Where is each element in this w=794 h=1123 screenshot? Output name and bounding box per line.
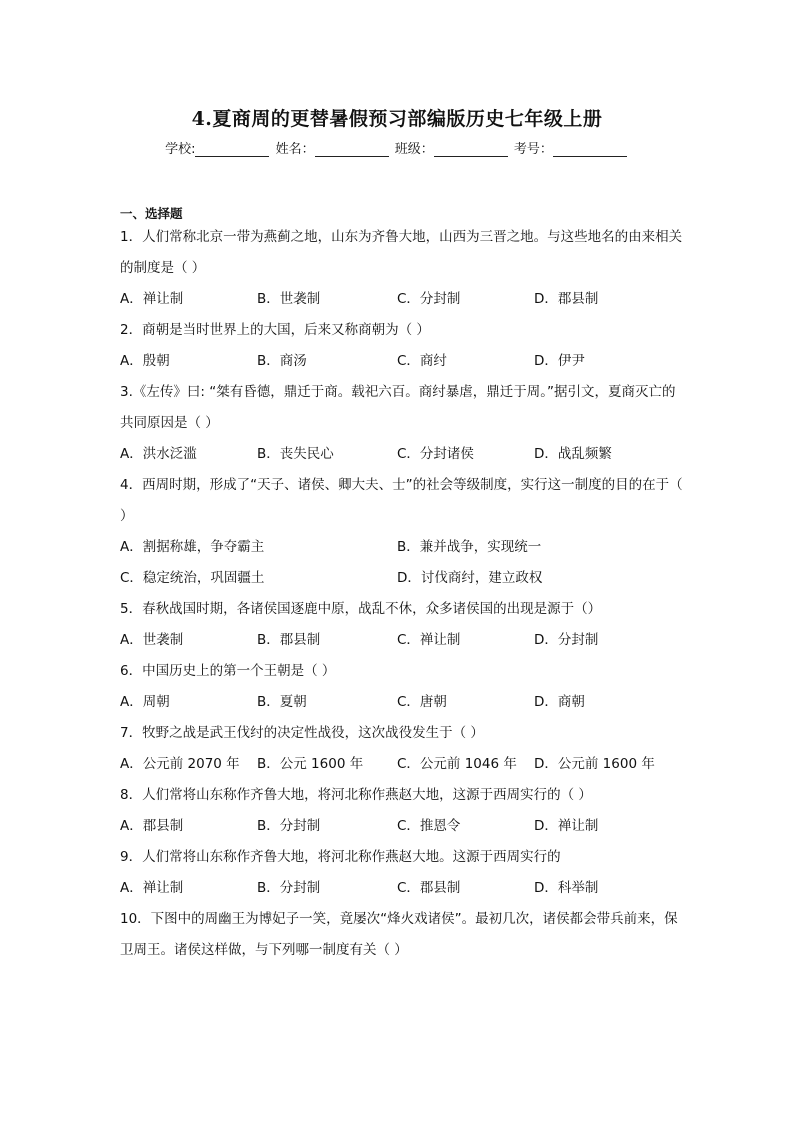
option-a[interactable]: A．公元前 2070 年 [120, 756, 240, 772]
question-6-options [120, 687, 685, 718]
question-1-options [120, 284, 685, 315]
option-c[interactable]: C．禅让制 [397, 632, 461, 648]
option-a[interactable]: A．禅让制 [120, 291, 184, 307]
question-5-options [120, 625, 685, 656]
section-heading: 一、选择题 [120, 206, 183, 221]
option-b[interactable]: B．夏朝 [257, 694, 307, 710]
option-a[interactable]: A．洪水泛滥 [120, 446, 197, 462]
option-b[interactable]: B．兼并战争，实现统一 [397, 539, 542, 555]
option-a[interactable]: A．周朝 [120, 694, 170, 710]
option-b[interactable]: B．公元 1600 年 [257, 756, 364, 772]
question-7: 7．牧野之战是武王伐纣的决定性战役，这次战役发生于（ ） [120, 725, 484, 741]
option-d[interactable]: D．商朝 [534, 694, 585, 710]
option-a[interactable]: A．禅让制 [120, 880, 184, 896]
option-c[interactable]: C．稳定统治，巩固疆土 [120, 570, 265, 586]
question-2-options [120, 346, 685, 377]
class-label: 班级： [394, 142, 434, 157]
option-a[interactable]: A．世袭制 [120, 632, 184, 648]
option-c[interactable]: C．唐朝 [397, 694, 447, 710]
option-d[interactable]: D．禅让制 [534, 818, 599, 834]
question-2: 2．商朝是当时世界上的大国，后来又称商朝为（ ） [120, 322, 430, 338]
option-b[interactable]: B．郡县制 [257, 632, 321, 648]
question-9-options [120, 873, 685, 904]
option-b[interactable]: B．丧失民心 [257, 446, 334, 462]
option-d[interactable]: D．战乱频繁 [534, 446, 612, 462]
student-info-line [0, 138, 794, 157]
option-a[interactable]: A．割据称雄，争夺霸主 [120, 539, 265, 555]
question-1: 1．人们常称北京一带为燕蓟之地，山东为齐鲁大地，山西为三晋之地。与这些地名的由来相关的制度是（ ） [120, 229, 683, 276]
page-title: 4.夏商周的更替暑假预习部编版历史七年级上册 [191, 108, 603, 130]
option-d[interactable]: D．讨伐商纣，建立政权 [397, 570, 543, 586]
option-c[interactable]: C．推恩令 [397, 818, 461, 834]
option-c[interactable]: C．郡县制 [397, 880, 461, 896]
question-3-options [120, 439, 685, 470]
option-c[interactable]: C．分封诸侯 [397, 446, 474, 462]
option-b[interactable]: B．分封制 [257, 818, 321, 834]
option-d[interactable]: D．分封制 [534, 632, 599, 648]
question-9: 9．人们常将山东称作齐鲁大地，将河北称作燕赵大地。这源于西周实行的 [120, 849, 561, 865]
option-d[interactable]: D．公元前 1600 年 [534, 756, 655, 772]
question-8: 8．人们常将山东称作齐鲁大地，将河北称作燕赵大地，这源于西周实行的（ ） [120, 787, 592, 803]
option-b[interactable]: B．世袭制 [257, 291, 321, 307]
question-6: 6．中国历史上的第一个王朝是（ ） [120, 663, 336, 679]
question-10: 10．下图中的周幽王为博妃子一笑，竟屡次“烽火戏诸侯”。最初几次，诸侯都会带兵前来，保卫周王。诸侯这样做，与下列哪一制度有关（ ） [120, 911, 678, 958]
question-4-options-row2 [120, 563, 685, 594]
school-blank[interactable] [195, 142, 269, 157]
option-c[interactable]: C．商纣 [397, 353, 447, 369]
option-d[interactable]: D．科举制 [534, 880, 599, 896]
school-label: 学校: [165, 142, 196, 157]
number-blank[interactable] [553, 142, 627, 157]
name-blank[interactable] [315, 142, 389, 157]
question-4-options-row1 [120, 532, 685, 563]
question-3: 3.《左传》曰: “桀有昏德，鼎迁于商。载祀六百。商纣暴虐，鼎迁于周。”据引文，夏商灭亡的共同原因是（ ） [120, 384, 676, 431]
option-b[interactable]: B．商汤 [257, 353, 307, 369]
name-label: 姓名： [275, 142, 315, 157]
question-7-options [120, 749, 685, 780]
option-b[interactable]: B．分封制 [257, 880, 321, 896]
question-5: 5．春秋战国时期，各诸侯国逐鹿中原，战乱不休，众多诸侯国的出现是源于（） [120, 601, 602, 617]
question-4: 4．西周时期，形成了“天子、诸侯、卿大夫、士”的社会等级制度，实行这一制度的目的在于（ ） [120, 477, 683, 524]
option-c[interactable]: C．分封制 [397, 291, 461, 307]
number-label: 考号： [513, 142, 553, 157]
class-blank[interactable] [434, 142, 508, 157]
option-d[interactable]: D．郡县制 [534, 291, 599, 307]
option-d[interactable]: D．伊尹 [534, 353, 585, 369]
option-a[interactable]: A．殷朝 [120, 353, 170, 369]
option-c[interactable]: C．公元前 1046 年 [397, 756, 517, 772]
question-8-options [120, 811, 685, 842]
option-a[interactable]: A．郡县制 [120, 818, 184, 834]
